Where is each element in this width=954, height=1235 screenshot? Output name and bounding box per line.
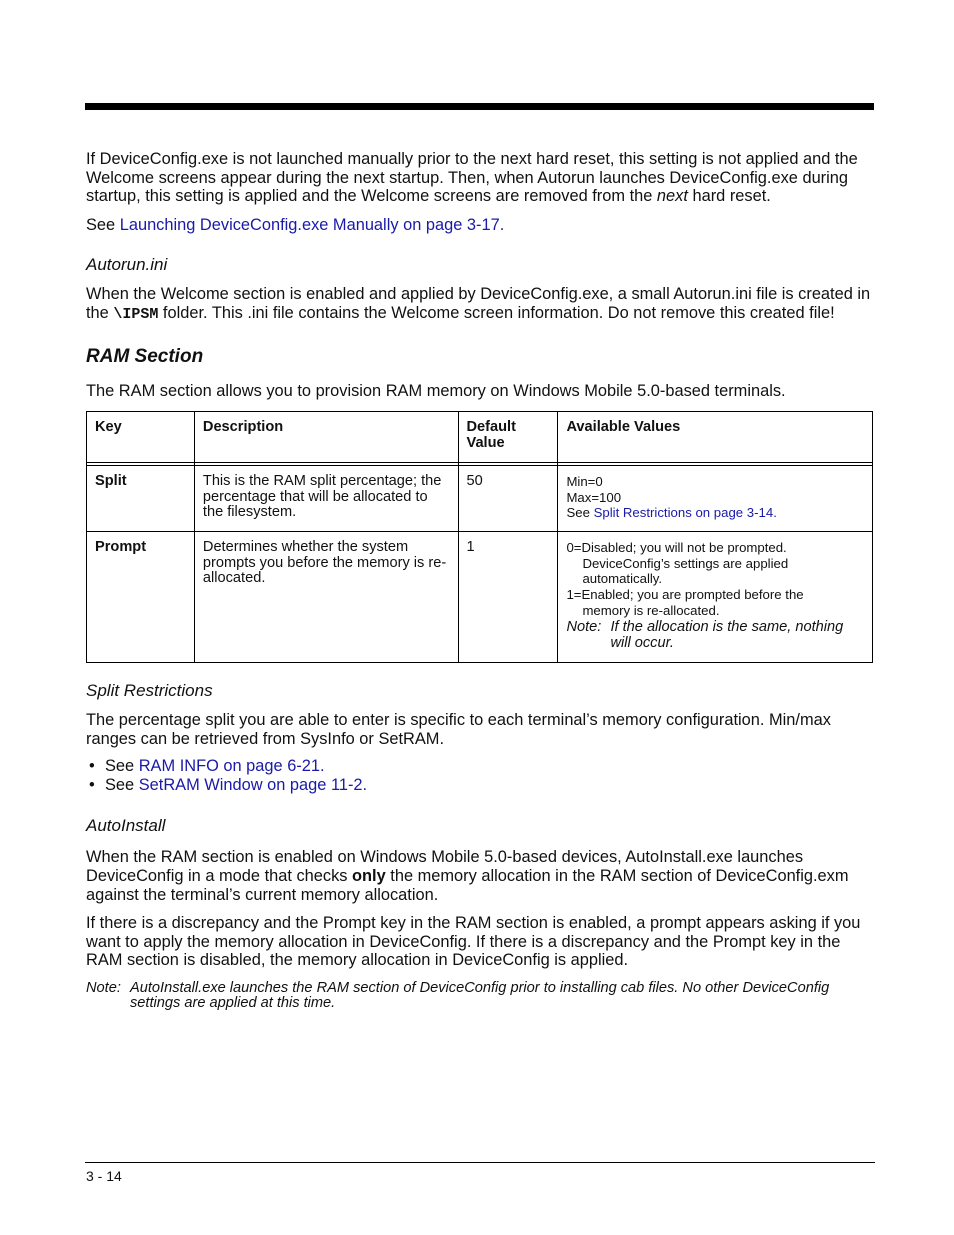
prompt-note (566, 620, 864, 651)
prompt-note-text: If the allocation is the same, nothing will occur. (610, 619, 844, 651)
row-prompt-default: 1 (458, 532, 558, 663)
bullet-icon: • (89, 757, 95, 776)
bullet-icon: • (89, 776, 95, 795)
autorun-heading: Autorun.ini (86, 255, 168, 275)
note-label: Note: (86, 979, 121, 996)
autoinstall-paragraph-2: If there is a discrepancy and the Prompt key in the RAM section is enabled, a prompt appears asking if you want to apply the memory allocation in DeviceConfig. If there is a discrepancy and the Prompt key in the RAM section is disabled, the memory allocation in DeviceConfig is applied. (86, 914, 861, 970)
split-restrictions-link[interactable]: Split Restrictions on page 3-14 (593, 504, 774, 520)
setram-window-link[interactable]: SetRAM Window on page 11-2 (138, 776, 363, 795)
autorun-text-b: folder. This .ini file contains the Welcome screen information. Do not remove this created file! (158, 303, 835, 322)
ipsm-folder-code: \IPSM (113, 305, 159, 323)
split-restrictions-heading: Split Restrictions (86, 681, 213, 701)
footer-rule (85, 1162, 875, 1163)
header-rule (85, 103, 874, 110)
row-split-description: This is the RAM split percentage; the percentage that will be allocated to the filesystem. (194, 466, 458, 532)
note-text: AutoInstall.exe launches the RAM section of DeviceConfig prior to installing cab files. No other DeviceConfig settings are applied at this time. (130, 979, 830, 1012)
row-prompt-key: Prompt (87, 532, 195, 663)
see-prefix: See (86, 215, 120, 234)
page-content (86, 150, 874, 1012)
list-item (86, 757, 874, 776)
table-row (87, 466, 873, 532)
split-see-suffix: . (773, 504, 777, 520)
prompt-opt0-detail: DeviceConfig’s settings are applied automatically. (582, 555, 789, 587)
autorun-text-a: When the Welcome section is enabled and applied by DeviceConfig.exe, a small Autorun.ini file is created in the (86, 285, 871, 322)
header-default-value: Default Value (458, 412, 558, 463)
prompt-opt0: 0=Disabled; you will not be prompted. (566, 540, 787, 556)
autoinstall-paragraph-1 (86, 848, 874, 904)
table-row (87, 532, 873, 663)
header-description: Description (194, 412, 458, 463)
row-split-default: 50 (458, 466, 558, 532)
autoinstall-text-a: When the RAM section is enabled on Windows Mobile 5.0-based devices, AutoInstall.exe launches DeviceConfig in a mode that checks (86, 848, 804, 885)
ram-table (86, 411, 873, 663)
prompt-opt1-detail: memory is re-allocated. (582, 602, 720, 618)
table-header-row (87, 412, 873, 463)
autorun-paragraph (86, 285, 874, 324)
bullet-suffix: . (362, 776, 368, 795)
split-max: Max=100 (566, 489, 622, 505)
autoinstall-heading: AutoInstall (86, 816, 166, 836)
intro-text-a: If DeviceConfig.exe is not launched manually prior to the next hard reset, this setting is not applied and the Welcome screens appear during the next startup. Then, when Autorun launches DeviceConfig.exe during startup, this setting is applied and the Welcome screens are removed from the (86, 150, 858, 206)
see-paragraph (86, 216, 874, 235)
autoinstall-strong: only (352, 866, 386, 885)
split-min: Min=0 (566, 474, 603, 490)
bullet-prefix: See (105, 757, 139, 776)
ram-info-link[interactable]: RAM INFO on page 6-21 (138, 757, 321, 776)
header-available-values: Available Values (558, 412, 873, 463)
bullet-suffix: . (320, 757, 325, 776)
list-item (86, 776, 874, 795)
prompt-note-label: Note: (566, 619, 602, 636)
row-prompt-values (558, 532, 873, 663)
ram-section-heading: RAM Section (86, 345, 204, 367)
split-see (566, 505, 864, 520)
ram-intro-paragraph: The RAM section allows you to provision RAM memory on Windows Mobile 5.0-based terminals. (86, 381, 786, 400)
row-prompt-description: Determines whether the system prompts you before the memory is re-allocated. (194, 532, 458, 663)
see-also-list (86, 757, 874, 795)
autoinstall-note (86, 981, 874, 1012)
row-split-values (558, 466, 873, 532)
launching-link[interactable]: Launching DeviceConfig.exe Manually on page 3-17 (119, 215, 500, 234)
intro-text-b: hard reset. (687, 187, 771, 206)
see-suffix: . (499, 215, 505, 234)
row-split-key: Split (87, 466, 195, 532)
page-number: 3 - 14 (86, 1168, 122, 1184)
split-see-prefix: See (566, 504, 594, 520)
intro-paragraph (86, 150, 874, 206)
intro-emphasis: next (656, 187, 688, 206)
bullet-prefix: See (105, 776, 139, 795)
autoinstall-text-b: the memory allocation in the RAM section of DeviceConfig.exm against the terminal’s current memory allocation. (86, 866, 849, 904)
split-restrictions-paragraph: The percentage split you are able to enter is specific to each terminal’s memory configuration. Min/max ranges can be retrieved from SysInfo or SetRAM. (86, 711, 831, 748)
header-key: Key (87, 412, 195, 463)
prompt-opt1: 1=Enabled; you are prompted before the (566, 586, 804, 602)
